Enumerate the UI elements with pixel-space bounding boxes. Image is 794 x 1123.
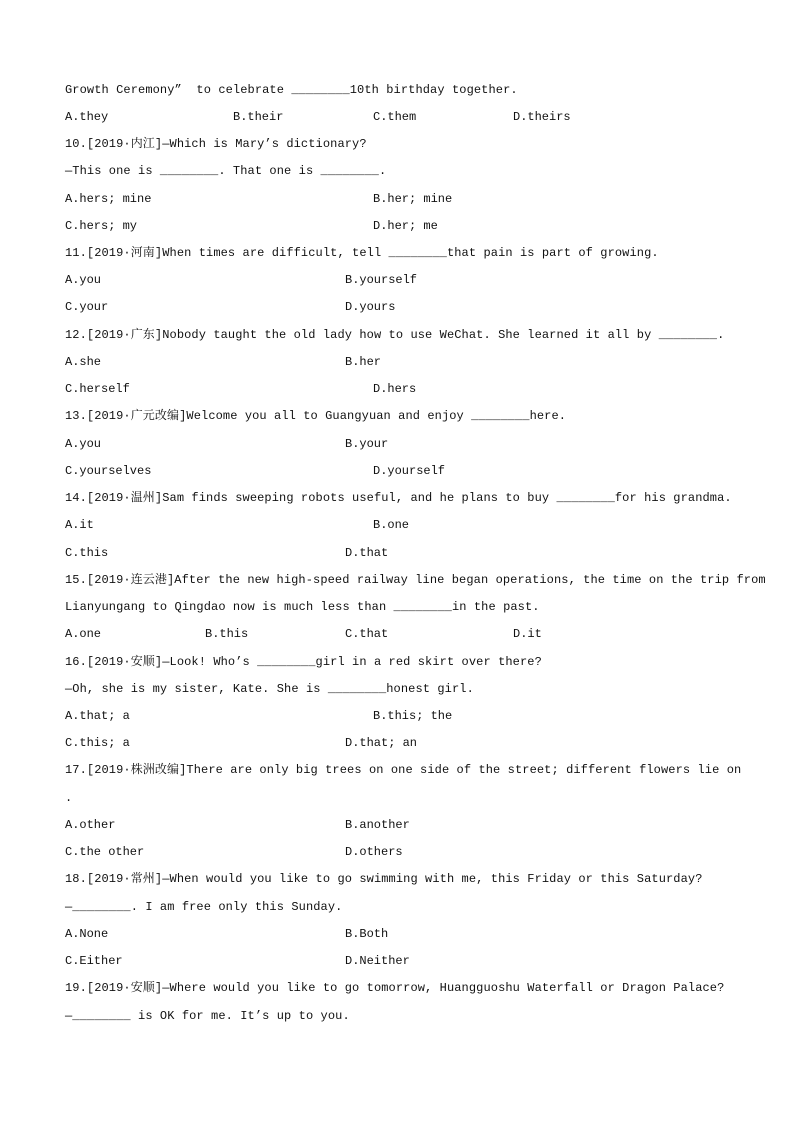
q10-option-d: D.her; me: [373, 219, 438, 233]
question-19-stem: 19.[2019·安顺]—Where would you like to go tomorrow, Huangguoshu Waterfall or Dragon Palace?: [65, 981, 725, 995]
q11-option-b: B.yourself: [345, 273, 418, 287]
q11-option-c: C.your: [65, 300, 109, 314]
q18-option-a: A.None: [65, 927, 109, 941]
q9-option-c: C.them: [373, 110, 417, 124]
question-18-reply: —________. I am free only this Sunday.: [65, 900, 343, 914]
question-18-stem: 18.[2019·常州]—When would you like to go swimming with me, this Friday or this Saturday?: [65, 872, 703, 886]
q14-option-d: D.that: [345, 546, 389, 560]
question-17-stem: 17.[2019·株洲改编]There are only big trees on one side of the street; different flowers lie on: [65, 763, 742, 777]
q12-option-b: B.her: [345, 355, 382, 369]
q12-option-d: D.hers: [373, 382, 417, 396]
question-9-stem: Growth Ceremony” to celebrate ________10th birthday together.: [65, 83, 518, 97]
q15-option-a: A.one: [65, 627, 102, 641]
question-16-stem: 16.[2019·安顺]—Look! Who’s ________girl in a red skirt over there?: [65, 655, 542, 669]
question-14-stem: 14.[2019·温州]Sam finds sweeping robots useful, and he plans to buy ________for his grandma.: [65, 491, 732, 505]
q16-option-c: C.this; a: [65, 736, 130, 750]
q17-option-a: A.other: [65, 818, 116, 832]
q9-option-d: D.theirs: [513, 110, 571, 124]
q15-option-d: D.it: [513, 627, 542, 641]
question-15-stem: 15.[2019·连云港]After the new high-speed railway line began operations, the time on the trip from: [65, 573, 766, 587]
q18-option-d: D.Neither: [345, 954, 410, 968]
q11-option-d: D.yours: [345, 300, 396, 314]
q10-option-c: C.hers; my: [65, 219, 138, 233]
q10-option-b: B.her; mine: [373, 192, 453, 206]
question-19-reply: —________ is OK for me. It’s up to you.: [65, 1009, 350, 1023]
q18-option-b: B.Both: [345, 927, 389, 941]
q15-option-b: B.this: [205, 627, 249, 641]
q17-option-c: C.the other: [65, 845, 145, 859]
q13-option-c: C.yourselves: [65, 464, 152, 478]
q14-option-b: B.one: [373, 518, 410, 532]
q14-option-a: A.it: [65, 518, 94, 532]
question-15-stem-cont: Lianyungang to Qingdao now is much less than ________in the past.: [65, 600, 540, 614]
q16-option-d: D.that; an: [345, 736, 418, 750]
question-11-stem: 11.[2019·河南]When times are difficult, tell ________that pain is part of growing.: [65, 246, 659, 260]
q16-option-b: B.this; the: [373, 709, 453, 723]
q12-option-c: C.herself: [65, 382, 130, 396]
question-10-reply: —This one is ________. That one is ________.: [65, 164, 387, 178]
q13-option-d: D.yourself: [373, 464, 446, 478]
question-17-stem-cont: .: [65, 791, 73, 805]
q17-option-b: B.another: [345, 818, 410, 832]
q13-option-b: B.your: [345, 437, 389, 451]
q9-option-a: A.they: [65, 110, 109, 124]
q13-option-a: A.you: [65, 437, 102, 451]
question-16-reply: —Oh, she is my sister, Kate. She is ________honest girl.: [65, 682, 474, 696]
question-12-stem: 12.[2019·广东]Nobody taught the old lady how to use WeChat. She learned it all by ________.: [65, 328, 725, 342]
q9-option-b: B.their: [233, 110, 284, 124]
q16-option-a: A.that; a: [65, 709, 130, 723]
q18-option-c: C.Either: [65, 954, 123, 968]
q11-option-a: A.you: [65, 273, 102, 287]
question-13-stem: 13.[2019·广元改编]Welcome you all to Guangyuan and enjoy ________here.: [65, 409, 567, 423]
question-10-stem: 10.[2019·内江]—Which is Mary’s dictionary?: [65, 137, 367, 151]
q12-option-a: A.she: [65, 355, 102, 369]
q17-option-d: D.others: [345, 845, 403, 859]
q10-option-a: A.hers; mine: [65, 192, 152, 206]
q15-option-c: C.that: [345, 627, 389, 641]
q14-option-c: C.this: [65, 546, 109, 560]
